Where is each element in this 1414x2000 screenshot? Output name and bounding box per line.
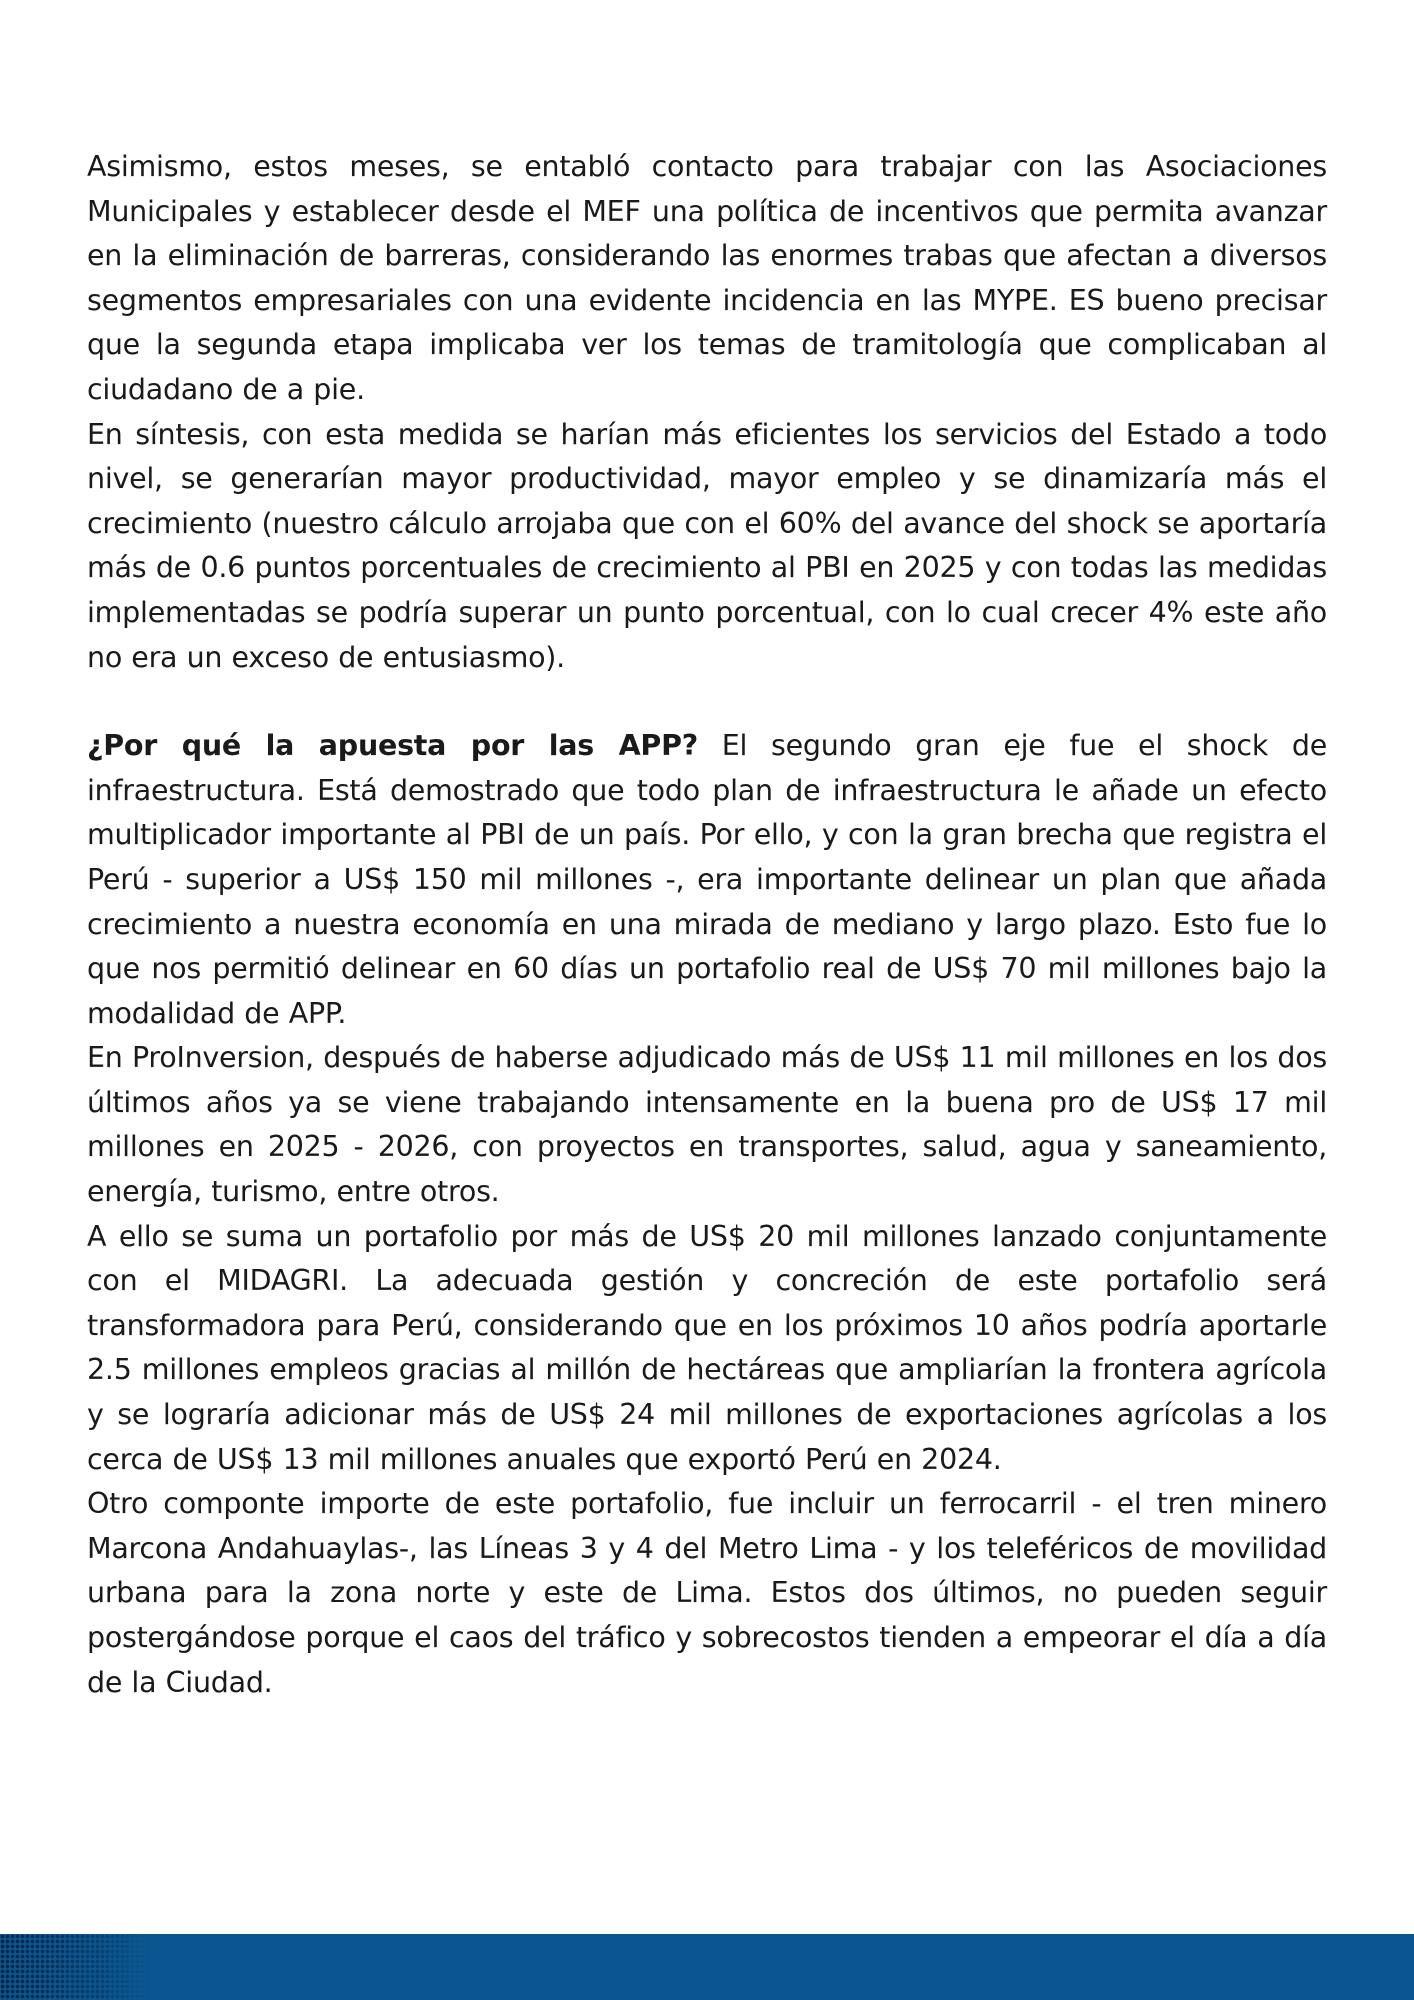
paragraph-text: En ProInversion, después de haberse adjudicado más de US$ 11 mil millones en los dos últimos años ya se viene trabajando intensamente en la buena pro de US$ 17 mil millones en 2025 - 2026, con proyectos en transportes, salud, agua y saneamiento, energía, turismo, entre otros. [87,1041,1327,1209]
paragraph-text: A ello se suma un portafolio por más de US$ 20 mil millones lanzado conjuntamente con el MIDAGRI. La adecuada gestión y concreción de este portafolio será transformadora para Perú, considerando que en los próximos 10 años podría aportarle 2.5 millones empleos gracias al millón de hectáreas que ampliarían la frontera agrícola y se lograría adicionar más de US$ 24 mil millones de exportaciones agrícolas a los cerca de US$ 13 mil millones anuales que exportó Perú en 2024. [87,1219,1327,1476]
section-paragraph-app [87,724,1327,1036]
paragraph-text: El segundo gran eje fue el shock de infraestructura. Está demostrado que todo plan de infraestructura le añade un efecto multiplicador importante al PBI de un país. Por ello, y con la gran brecha que registra el Perú - superior a US$ 150 mil millones -, era importante delinear un plan que añada crecimiento a nuestra economía en una mirada de mediano y largo plazo. Esto fue lo que nos permitió delinear en 60 días un portafolio real de US$ 70 mil millones bajo la modalidad de APP. [87,729,1327,1030]
body-paragraph [87,145,1327,413]
body-paragraph [87,1482,1327,1705]
page-body [87,145,1327,1705]
body-paragraph [87,1215,1327,1483]
footer-band [0,1934,1414,2000]
paragraph-text: En síntesis, con esta medida se harían más eficientes los servicios del Estado a todo nivel, se generarían mayor productividad, mayor empleo y se dinamizaría más el crecimiento (nuestro cálculo arrojaba que con el 60% del avance del shock se aportaría más de 0.6 puntos porcentuales de crecimiento al PBI en 2025 y con todas las medidas implementadas se podría superar un punto porcentual, con lo cual crecer 4% este año no era un exceso de entusiasmo). [87,417,1327,674]
paragraph-text: Otro componte importe de este portafolio, fue incluir un ferrocarril - el tren minero Marcona Andahuaylas-, las Líneas 3 y 4 del Metro Lima - y los teleféricos de movilidad urbana para la zona norte y este de Lima. Estos dos últimos, no pueden seguir postergándose porque el caos del tráfico y sobrecostos tienden a empeorar el día a día de la Ciudad. [87,1487,1327,1699]
section-heading: ¿Por qué la apuesta por las APP? [87,729,698,763]
body-paragraph [87,413,1327,681]
halftone-pattern [0,1934,150,2000]
paragraph-text: Asimismo, estos meses, se entabló contacto para trabajar con las Asociaciones Municipales y establecer desde el MEF una política de incentivos que permita avanzar en la eliminación de barreras, considerando las enormes trabas que afectan a diversos segmentos empresariales con una evidente incidencia en las MYPE. ES bueno precisar que la segunda etapa implicaba ver los temas de tramitología que complicaban al ciudadano de a pie. [87,150,1327,406]
body-paragraph [87,1036,1327,1214]
